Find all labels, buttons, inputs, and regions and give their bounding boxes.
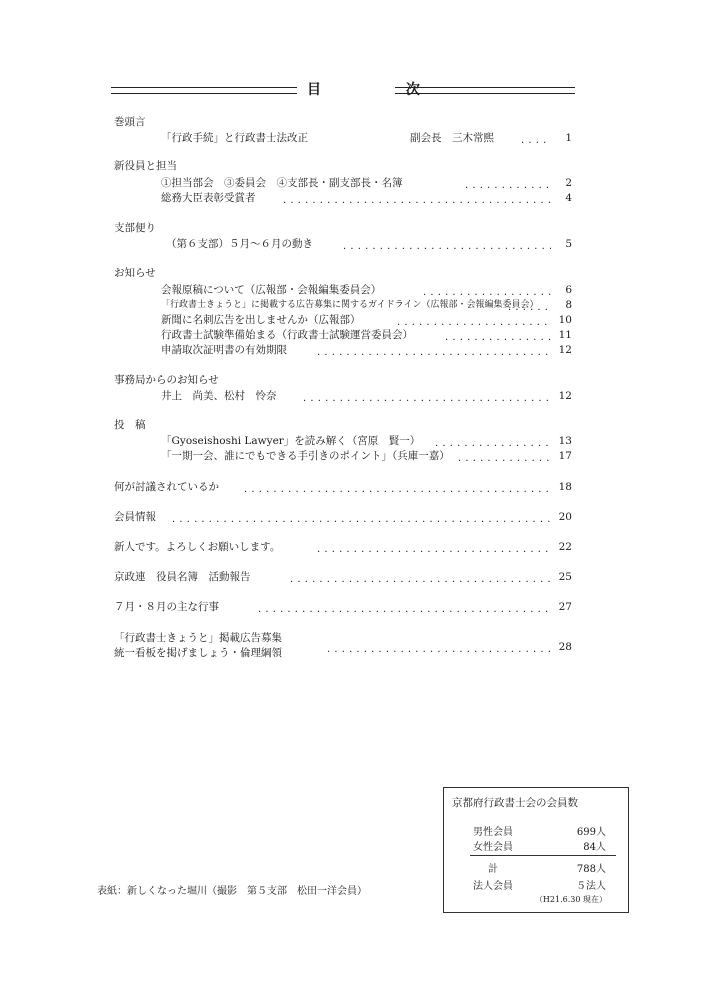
page-number: 28 bbox=[558, 641, 572, 653]
page-number: 2 bbox=[565, 177, 572, 189]
female-member-value: 84人 bbox=[583, 842, 606, 853]
section-heading: お知らせ bbox=[114, 267, 156, 279]
page-number: 22 bbox=[558, 541, 572, 553]
section-heading: 統一看板を掲げましょう・倫理綱領 bbox=[114, 647, 282, 659]
toc-entry: 新聞に名刺広告を出しませんか（広報部） bbox=[161, 314, 361, 326]
dot-leader bbox=[172, 510, 551, 524]
as-of-note: （H21.6.30 現在） bbox=[534, 895, 607, 904]
dot-leader bbox=[508, 298, 551, 312]
dot-leader bbox=[258, 600, 551, 614]
cover-caption: 表紙：新しくなった堀川（撮影 第５支部 松田一洋会員） bbox=[97, 886, 367, 897]
page-number: 13 bbox=[558, 435, 572, 447]
toc-entry: 井上 尚美、松村 怜奈 bbox=[161, 390, 277, 402]
member-count-title: 京都府行政書士会の会員数 bbox=[452, 797, 578, 809]
section-heading: 何が討議されているか bbox=[114, 481, 219, 493]
title-rule-left bbox=[111, 87, 297, 94]
dot-leader bbox=[465, 176, 551, 190]
page-number: 27 bbox=[558, 601, 572, 613]
toc-entry: 会報原稿について（広報部・会報編集委員会） bbox=[161, 284, 382, 296]
page-number: 10 bbox=[558, 314, 572, 326]
male-member-label: 男性会員 bbox=[473, 827, 513, 838]
page-number: 6 bbox=[565, 284, 572, 296]
toc-title-row bbox=[111, 79, 575, 101]
toc-title: 目 次 bbox=[307, 82, 460, 98]
total-label: 計 bbox=[488, 864, 498, 875]
dot-leader bbox=[423, 283, 551, 297]
dot-leader bbox=[290, 570, 551, 584]
dot-leader bbox=[458, 449, 551, 463]
toc-entry: ①担当部会 ③委員会 ④支部長・副支部長・名簿 bbox=[161, 177, 403, 189]
toc-entry: （第６支部）５月～６月の動き bbox=[166, 238, 313, 250]
page-number: 4 bbox=[565, 192, 572, 204]
corporate-member-label: 法人会員 bbox=[473, 881, 513, 892]
section-heading: 「行政書士きょうと」掲載広告募集 bbox=[114, 632, 282, 644]
page-number: 12 bbox=[558, 390, 572, 402]
dot-leader bbox=[327, 640, 551, 654]
total-value: 788人 bbox=[576, 864, 606, 875]
dot-leader bbox=[317, 343, 551, 357]
page-number: 17 bbox=[558, 450, 572, 462]
page-number: 18 bbox=[558, 481, 572, 493]
dot-leader bbox=[435, 434, 551, 448]
page-number: 12 bbox=[558, 344, 572, 356]
toc-entry: 総務大臣表彰受賞者 bbox=[161, 192, 256, 204]
section-heading: 京政連 役員名簿 活動報告 bbox=[114, 571, 251, 583]
toc-entry: 申請取次証明書の有効期限 bbox=[161, 344, 287, 356]
dot-leader bbox=[445, 328, 551, 342]
dot-leader bbox=[317, 540, 551, 554]
section-heading: 巻頭言 bbox=[114, 116, 146, 128]
page-number: 20 bbox=[558, 511, 572, 523]
dot-leader bbox=[303, 389, 551, 403]
dot-leader bbox=[521, 131, 551, 145]
dot-leader bbox=[244, 480, 551, 494]
section-heading: 新人です。よろしくお願いします。 bbox=[114, 541, 281, 553]
toc-entry: 「Gyoseishoshi Lawyer」を読み解く（宮原 賢一） bbox=[161, 435, 421, 447]
toc-entry-author: 副会長 三木常熙 bbox=[410, 132, 494, 144]
member-count-box bbox=[443, 787, 629, 913]
page-number: 25 bbox=[558, 571, 572, 583]
page-number: 11 bbox=[558, 329, 572, 341]
dot-leader bbox=[343, 237, 551, 251]
dot-leader bbox=[397, 313, 551, 327]
page-number: 8 bbox=[565, 299, 572, 311]
section-heading: 支部便り bbox=[114, 222, 156, 234]
dot-leader bbox=[283, 191, 551, 205]
total-divider bbox=[470, 855, 616, 856]
female-member-label: 女性会員 bbox=[473, 842, 513, 853]
toc-entry: 「行政書士きょうと」に掲載する広告募集に関するガイドライン（広報部・会報編集委員会） bbox=[161, 300, 539, 310]
title-rule-right bbox=[395, 87, 575, 94]
section-heading: ７月・８月の主な行事 bbox=[114, 601, 219, 613]
section-heading: 新役員と担当 bbox=[114, 160, 177, 172]
toc-entry: 「行政手続」と行政書士法改正 bbox=[161, 132, 308, 144]
section-heading: 投 稿 bbox=[114, 419, 146, 431]
page-number: 1 bbox=[565, 132, 572, 144]
section-heading: 事務局からのお知らせ bbox=[114, 374, 219, 386]
toc-entry: 行政書士試験準備始まる（行政書士試験運営委員会） bbox=[161, 329, 413, 341]
toc-entry: 「一期一会、誰にでもできる手引きのポイント」（兵庫一嘉） bbox=[161, 450, 450, 462]
page-number: 5 bbox=[565, 238, 572, 250]
section-heading: 会員情報 bbox=[114, 511, 156, 523]
corporate-member-value: ５法人 bbox=[576, 881, 606, 892]
male-member-value: 699人 bbox=[576, 827, 606, 838]
